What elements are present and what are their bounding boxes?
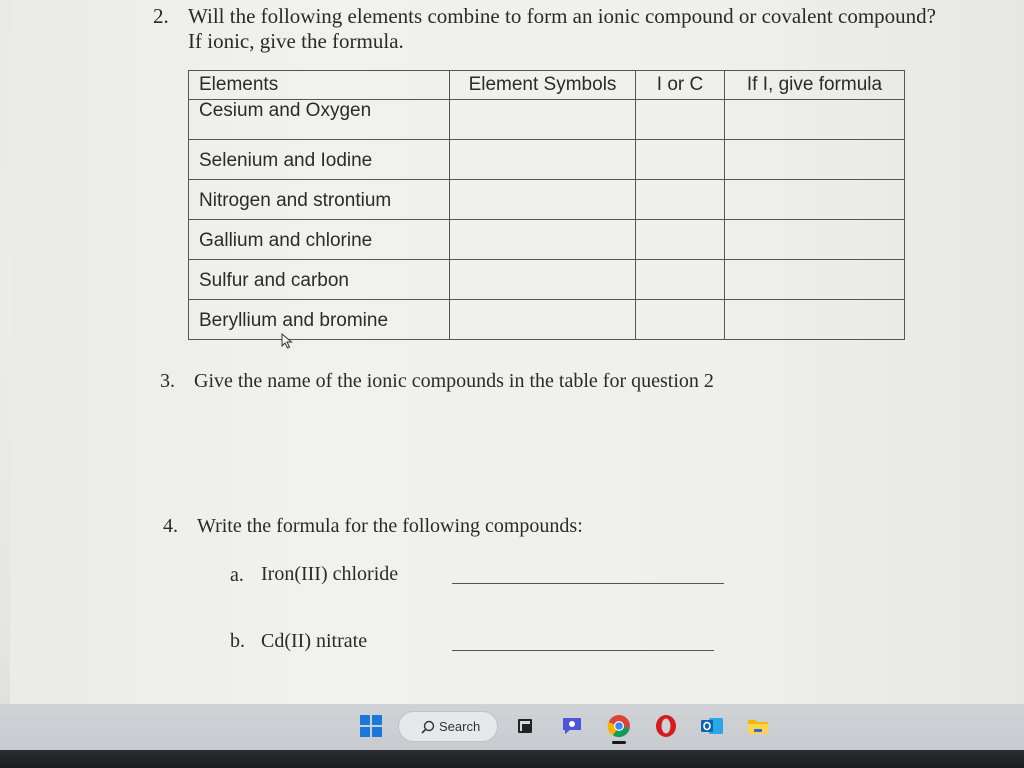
windows-start-icon[interactable] (360, 715, 382, 737)
elements-table (188, 70, 905, 340)
question-3-text: Give the name of the ionic compounds in the table for question 2 (194, 370, 714, 392)
row-elements: Selenium and Iodine (189, 140, 450, 180)
monitor-bezel (0, 750, 1024, 768)
file-explorer-icon[interactable] (746, 714, 770, 738)
question-2-text (188, 4, 978, 54)
symbols-cell[interactable] (450, 180, 636, 220)
question-4-text: Write the formula for the following compounds: (197, 515, 583, 537)
table-row (189, 140, 905, 180)
symbols-cell[interactable] (450, 300, 636, 340)
question-2-number: 2. (153, 4, 169, 28)
question-2-line1: Will the following elements combine to form an ionic compound or covalent compound? (188, 4, 936, 28)
taskbar-search-button[interactable] (398, 711, 498, 742)
item-a-text: Iron(III) chloride (261, 563, 399, 585)
i-or-c-cell[interactable] (636, 260, 725, 300)
question-4-number: 4. (163, 515, 178, 537)
symbols-cell[interactable] (450, 260, 636, 300)
formula-cell[interactable] (725, 300, 905, 340)
header-element-symbols: Element Symbols (450, 71, 636, 100)
table-row (189, 220, 905, 260)
outlook-icon[interactable] (700, 714, 724, 738)
table-row (189, 180, 905, 220)
answer-line-b[interactable] (452, 650, 714, 651)
formula-cell[interactable] (725, 100, 905, 140)
i-or-c-cell[interactable] (636, 100, 725, 140)
chat-icon[interactable] (560, 714, 584, 738)
table-header-row (189, 71, 905, 100)
opera-icon[interactable] (654, 714, 678, 738)
symbols-cell[interactable] (450, 100, 636, 140)
i-or-c-cell[interactable] (636, 220, 725, 260)
row-elements: Beryllium and bromine (189, 300, 450, 340)
chrome-icon[interactable] (607, 714, 631, 738)
item-b-text: Cd(II) nitrate (261, 630, 368, 652)
i-or-c-cell[interactable] (636, 140, 725, 180)
row-elements: Gallium and chlorine (189, 220, 450, 260)
formula-cell[interactable] (725, 220, 905, 260)
search-label: Search (439, 719, 481, 734)
answer-line-a[interactable] (452, 583, 724, 584)
taskbar (0, 704, 1024, 750)
item-a-letter: a. (230, 564, 244, 586)
table-row (189, 100, 905, 140)
question-3-number: 3. (160, 370, 175, 392)
question-2-line2: If ionic, give the formula. (188, 29, 404, 53)
formula-cell[interactable] (725, 140, 905, 180)
mouse-cursor-icon (281, 333, 297, 349)
active-app-indicator (612, 741, 626, 744)
symbols-cell[interactable] (450, 220, 636, 260)
row-elements: Sulfur and carbon (189, 260, 450, 300)
i-or-c-cell[interactable] (636, 300, 725, 340)
formula-cell[interactable] (725, 260, 905, 300)
search-icon (421, 720, 435, 734)
header-elements: Elements (189, 71, 450, 100)
header-i-or-c: I or C (636, 71, 725, 100)
task-view-icon[interactable] (514, 714, 538, 738)
header-formula: If I, give formula (725, 71, 905, 100)
symbols-cell[interactable] (450, 140, 636, 180)
row-elements: Cesium and Oxygen (189, 100, 450, 140)
formula-cell[interactable] (725, 180, 905, 220)
table-row (189, 260, 905, 300)
item-b-letter: b. (230, 630, 245, 652)
i-or-c-cell[interactable] (636, 180, 725, 220)
row-elements: Nitrogen and strontium (189, 180, 450, 220)
